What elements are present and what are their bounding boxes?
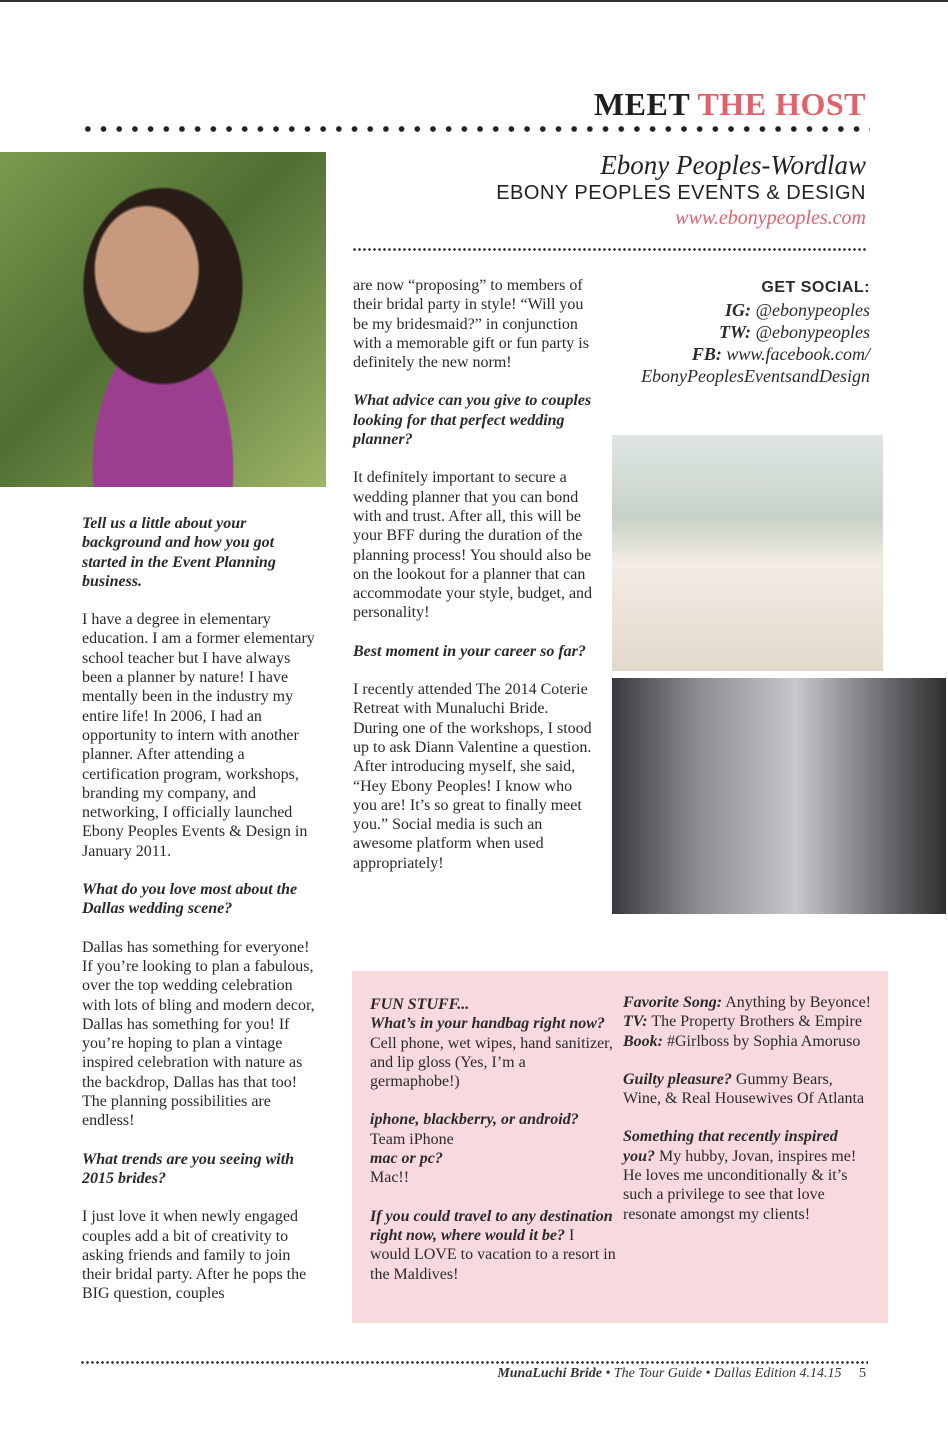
interview-column-1: [82, 514, 322, 1323]
handbag-question: What’s in your handbag right now?: [370, 1015, 605, 1033]
answer-advice: It definitely important to secure a wedding planner that you can bond with and trust. After all, this will be your BFF during the duration of the planning process! You should also be on the lookout for a planner that can accommodate your style, budget, and personality!: [353, 469, 593, 622]
social-block: [641, 277, 870, 387]
title-meet: MEET: [593, 86, 690, 122]
footer-edition: Dallas Edition 4.14.15: [713, 1366, 842, 1381]
fun-stuff-box: [352, 971, 888, 1323]
page-number: 5: [859, 1366, 866, 1381]
phone-question: iphone, blackberry, or android?: [370, 1111, 579, 1129]
fun-stuff-left: [370, 995, 616, 1303]
wedding-photo-bride: [612, 435, 883, 671]
tv-answer: The Property Brothers & Empire: [651, 1013, 862, 1031]
social-heading: GET SOCIAL:: [761, 279, 870, 296]
book-answer: #Girlboss by Sophia Amoruso: [667, 1032, 861, 1050]
footer-sep-1: •: [605, 1366, 611, 1381]
top-rule: [0, 0, 948, 2]
title-dotted-divider: [80, 126, 870, 132]
footer-guide: The Tour Guide: [613, 1366, 703, 1381]
song-question: Favorite Song:: [623, 994, 723, 1011]
question-advice: What advice can you give to couples looking for that perfect wedding planner?: [353, 392, 592, 449]
inspired-answer: My hubby, Jovan, inspires me! He loves me unconditionally & it’s such a privilege to see that love resonate amongst my clients!: [623, 1147, 857, 1223]
computer-question: mac or pc?: [370, 1150, 443, 1168]
computer-answer: Mac!!: [370, 1169, 410, 1187]
book-question: Book:: [623, 1032, 663, 1050]
handbag-answer: Cell phone, wet wipes, hand sanitizer, and lip gloss (Yes, I’m a germaphobe!): [370, 1034, 613, 1091]
footer-dotted-divider: [80, 1361, 868, 1364]
answer-dallas-scene: Dallas has something for everyone! If you’re looking to plan a fabulous, over the top wedding celebration with lots of bling and modern decor, Dallas has something for you! If you’re hoping to plan a vintage inspired celebration with nature as the backdrop, Dallas has that too! The planning possibilities are endless!: [82, 938, 315, 1130]
phone-answer: Team iPhone: [370, 1130, 454, 1148]
social-facebook-cont[interactable]: EbonyPeoplesEventsandDesign: [641, 366, 870, 386]
fun-heading: FUN STUFF...: [370, 996, 470, 1013]
host-company: EBONY PEOPLES EVENTS & DESIGN: [496, 182, 866, 204]
travel-answer: I would LOVE to vacation to a resort in the Maldives!: [370, 1226, 616, 1283]
footer-sep-2: •: [705, 1366, 711, 1381]
footer-publication: MunaLuchi Bride: [497, 1366, 602, 1381]
wedding-photo-ceremony: [612, 678, 946, 914]
host-name: Ebony Peoples-Wordlaw: [600, 150, 866, 180]
social-facebook[interactable]: FB: www.facebook.com/: [691, 344, 870, 364]
answer-best-moment: I recently attended The 2014 Coterie Retreat with Munaluchi Bride. During one of the workshops, I stood up to ask Diann Valentine a question. After introducing myself, she said, “Hey Ebony Peoples! I know who you are! It’s so great to finally meet you.” Social media is such an awesome platform when used appropriately!: [353, 681, 592, 872]
pleasure-answer: Gummy Bears, Wine, & Real Housewives Of Atlanta: [623, 1070, 865, 1108]
travel-question: If you could travel to any destination right now, where would it be?: [370, 1207, 613, 1244]
answer-trends-cont: are now “proposing” to members of their bridal party in style! “Will you be my bridesmaid?” in conjunction with a memorable gift or fun party is definitely the new norm!: [353, 277, 589, 372]
pleasure-question: Guilty pleasure?: [623, 1070, 732, 1088]
page-footer: [497, 1366, 866, 1382]
social-twitter[interactable]: TW: @ebonypeoples: [718, 322, 870, 342]
interview-column-2: [353, 276, 595, 892]
answer-background: I have a degree in elementary education. I am a former elementary school teacher but I have always been a planner by nature! I have mentally been in the industry my entire life! In 2006, I had an opportunity to intern with another planner. After attending a certification program, workshops, branding my company, and networking, I officially launched Ebony Peoples Events & Design in January 2011.: [82, 611, 315, 860]
inspired-question: Something that recently inspired you?: [623, 1128, 838, 1165]
song-answer: Anything by Beyonce!: [725, 994, 871, 1011]
question-background: Tell us a little about your background and how you got started in the Event Planning business.: [82, 515, 276, 590]
host-dotted-divider: [352, 248, 868, 251]
social-instagram[interactable]: IG: @ebonypeoples: [724, 300, 870, 320]
question-best-moment: Best moment in your career so far?: [353, 642, 586, 660]
question-dallas-scene: What do you love most about the Dallas wedding scene?: [82, 881, 298, 918]
answer-trends: I just love it when newly engaged couples add a bit of creativity to asking friends and family to join their bridal party. After he pops the BIG question, couples: [82, 1208, 307, 1303]
question-trends: What trends are you seeing with 2015 brides?: [82, 1150, 295, 1187]
section-title: [594, 86, 866, 123]
title-the-host: THE HOST: [697, 86, 866, 122]
host-portrait-photo: [0, 152, 326, 487]
host-website-link[interactable]: www.ebonypeoples.com: [675, 207, 866, 229]
fun-stuff-right: [623, 993, 873, 1243]
tv-question: TV:: [623, 1013, 648, 1031]
